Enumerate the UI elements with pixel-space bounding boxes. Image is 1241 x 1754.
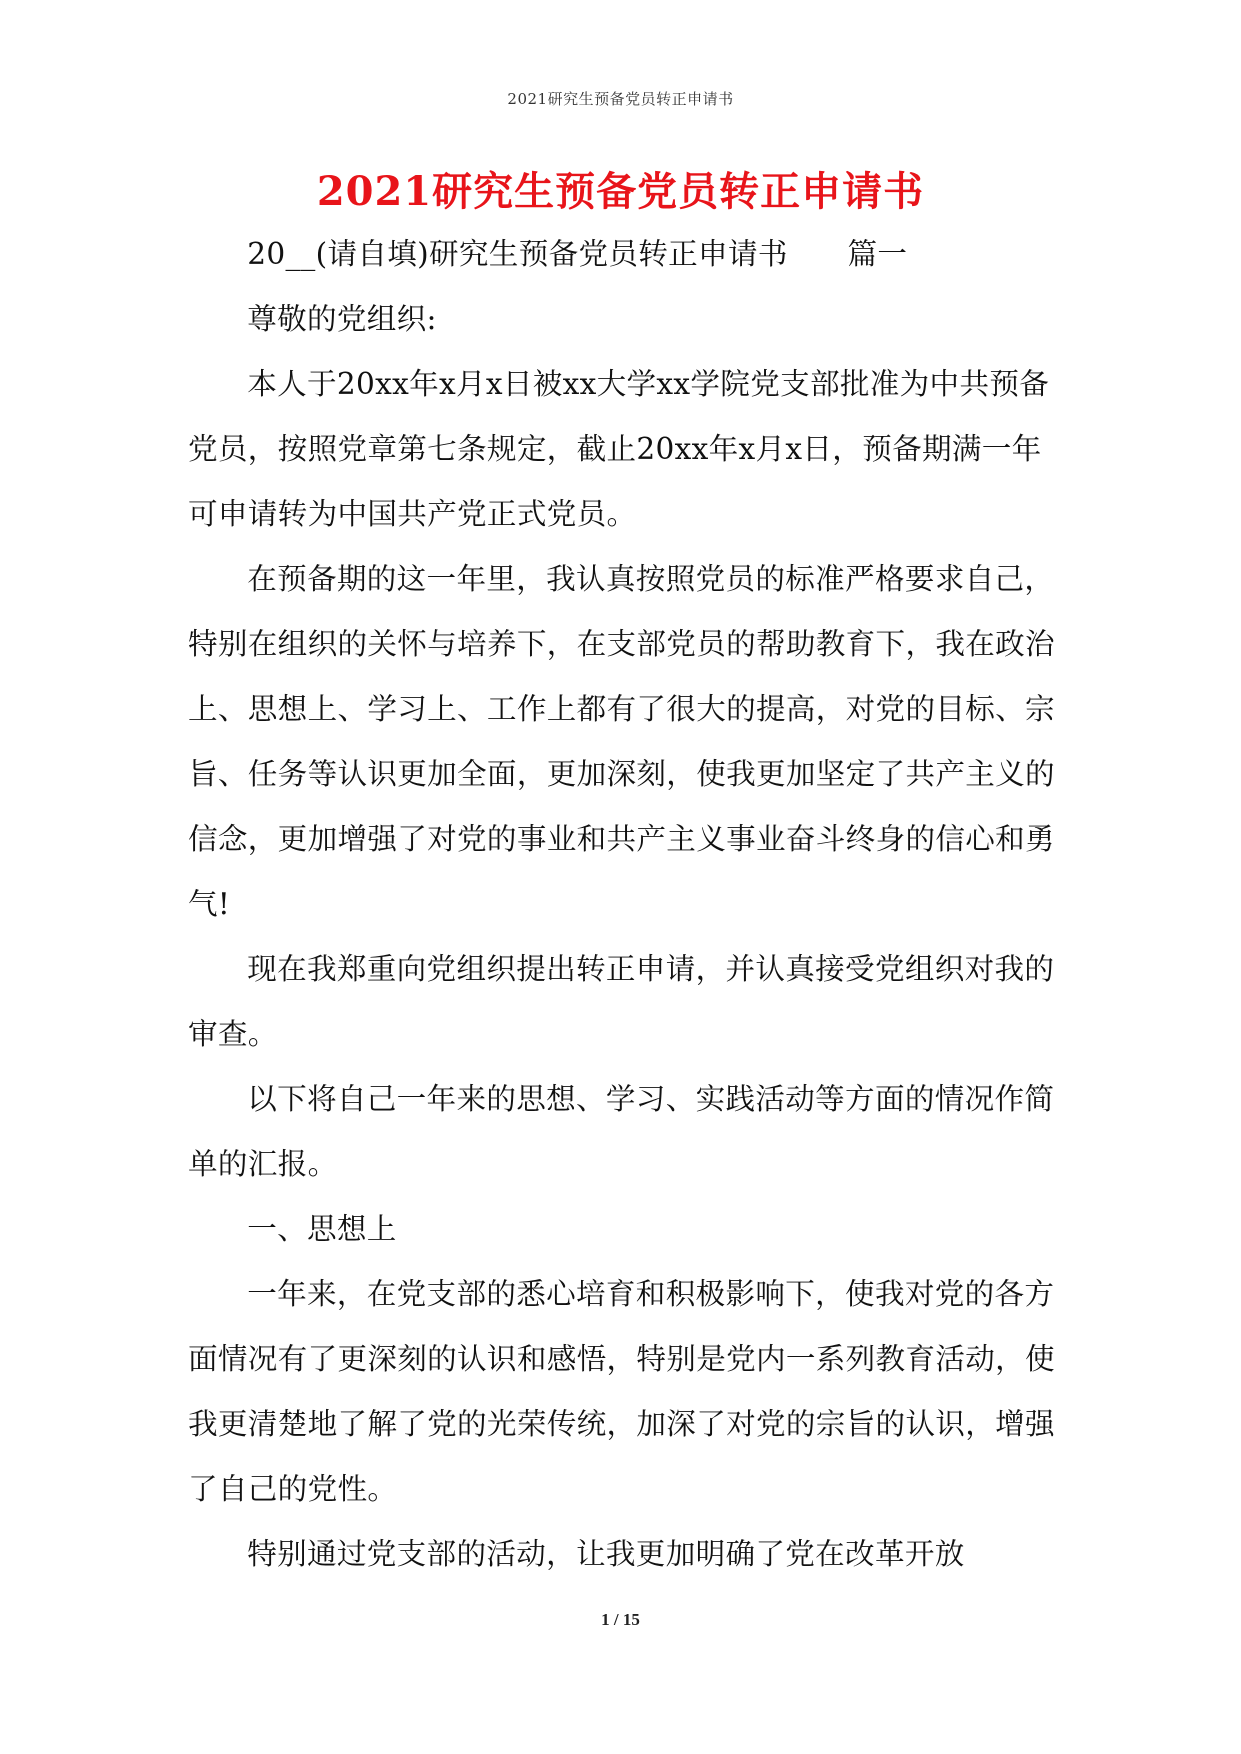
body-paragraph: 以下将自己一年来的思想、学习、实践活动等方面的情况作简单的汇报。: [188, 1082, 1055, 1181]
section-subtitle: 20__(请自填)研究生预备党员转正申请书 篇一: [247, 237, 908, 271]
document-body: [188, 222, 1064, 1587]
body-paragraph: 一年来，在党支部的悉心培育和积极影响下，使我对党的各方面情况有了更深刻的认识和感悟，特别是党内一系列教育活动，使我更清楚地了解了党的光荣传统，加深了对党的宗旨的认识，增强了自己的党性。: [188, 1277, 1055, 1506]
body-paragraph: 在预备期的这一年里，我认真按照党员的标准严格要求自己，特别在组织的关怀与培养下，在支部党员的帮助教育下，我在政治上、思想上、学习上、工作上都有了很大的提高，对党的目标、宗旨、任务等认识更加全面，更加深刻，使我更加坚定了共产主义的信念，更加增强了对党的事业和共产主义事业奋斗终身的信心和勇气!: [188, 562, 1055, 921]
body-paragraph: 现在我郑重向党组织提出转正申请，并认真接受党组织对我的审查。: [188, 952, 1055, 1051]
body-paragraph: 特别通过党支部的活动，让我更加明确了党在改革开放: [247, 1537, 965, 1571]
document-title: 2021研究生预备党员转正申请书: [316, 168, 925, 215]
running-header: 2021研究生预备党员转正申请书: [507, 90, 734, 108]
salutation: 尊敬的党组织:: [247, 302, 437, 336]
body-paragraph: 本人于20xx年x月x日被xx大学xx学院党支部批准为中共预备党员，按照党章第七条规定，截止20xx年x月x日，预备期满一年可申请转为中国共产党正式党员。: [188, 367, 1050, 531]
section-heading: 一、思想上: [247, 1212, 397, 1246]
page-number: 1 / 15: [601, 1610, 640, 1629]
